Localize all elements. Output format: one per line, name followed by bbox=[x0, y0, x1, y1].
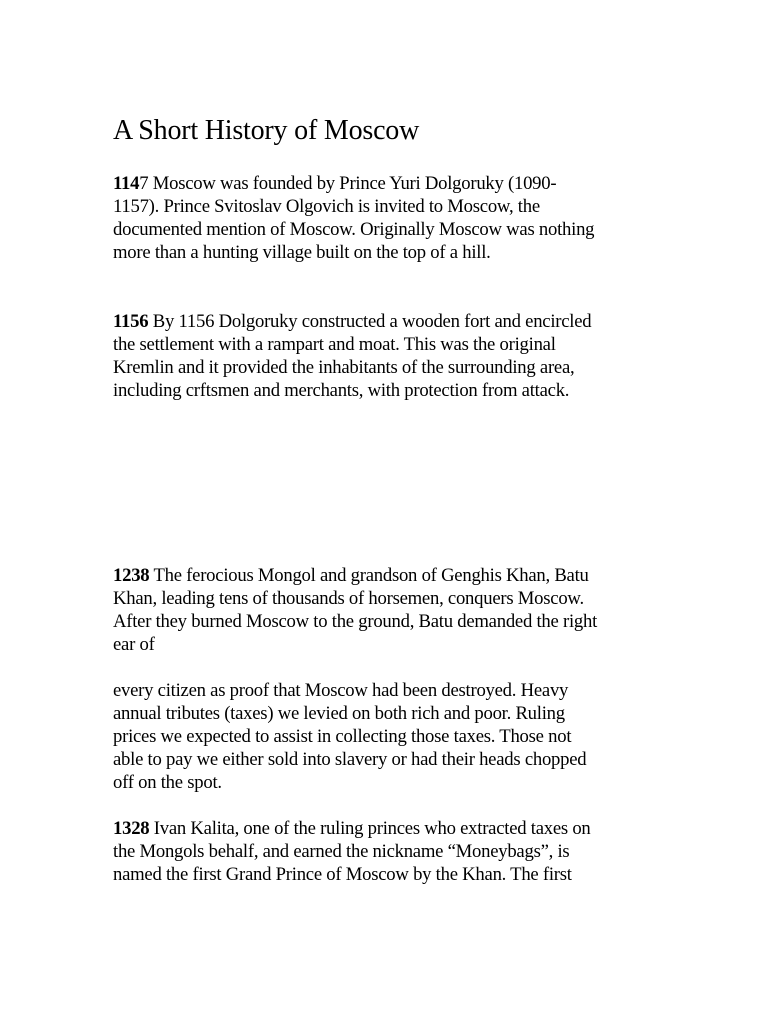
text-line: off on the spot. bbox=[113, 772, 222, 793]
line-text: Ivan Kalita, one of the ruling princes who extracted taxes on bbox=[149, 818, 591, 839]
text-line bbox=[113, 817, 591, 840]
text-line: including crftsmen and merchants, with protection from attack. bbox=[113, 380, 570, 401]
paragraph-1147 bbox=[113, 172, 594, 264]
text-line bbox=[113, 564, 597, 587]
paragraph-1238 bbox=[113, 564, 597, 656]
text-line bbox=[113, 172, 594, 195]
text-line: After they burned Moscow to the ground, Batu demanded the right bbox=[113, 611, 598, 632]
year-label: 1328 bbox=[113, 818, 150, 839]
paragraph-1156 bbox=[113, 310, 591, 402]
year-label: 114 bbox=[113, 173, 140, 194]
text-line: annual tributes (taxes) we levied on both rich and poor. Ruling bbox=[113, 703, 565, 724]
year-label: 1238 bbox=[113, 565, 150, 586]
paragraph-continuation bbox=[113, 679, 586, 794]
text-line: able to pay we either sold into slavery or had their heads chopped bbox=[113, 749, 587, 770]
paragraph-1328 bbox=[113, 817, 591, 886]
text-line: Khan, leading tens of thousands of horsemen, conquers Moscow. bbox=[113, 588, 584, 609]
text-line: named the first Grand Prince of Moscow by the Khan. The first bbox=[113, 864, 572, 885]
line-text: 7 Moscow was founded by Prince Yuri Dolgoruky (1090- bbox=[139, 173, 557, 194]
document-title: A Short History of Moscow bbox=[113, 115, 420, 146]
text-line: Kremlin and it provided the inhabitants of the surrounding area, bbox=[113, 357, 575, 378]
text-line bbox=[113, 310, 591, 333]
year-label: 1156 bbox=[113, 311, 149, 332]
text-line: more than a hunting village built on the top of a hill. bbox=[113, 242, 491, 263]
text-line: prices we expected to assist in collecting those taxes. Those not bbox=[113, 726, 572, 747]
line-text: The ferocious Mongol and grandson of Genghis Khan, Batu bbox=[149, 565, 589, 586]
text-line: 1157). Prince Svitoslav Olgovich is invited to Moscow, the bbox=[113, 196, 540, 217]
text-line: the Mongols behalf, and earned the nickname “Moneybags”, is bbox=[113, 841, 570, 862]
text-line: every citizen as proof that Moscow had been destroyed. Heavy bbox=[113, 680, 569, 701]
text-line: the settlement with a rampart and moat. This was the original bbox=[113, 334, 556, 355]
line-text: By 1156 Dolgoruky constructed a wooden fort and encircled bbox=[148, 311, 592, 332]
text-line: ear of bbox=[113, 634, 155, 655]
text-line: documented mention of Moscow. Originally Moscow was nothing bbox=[113, 219, 595, 240]
